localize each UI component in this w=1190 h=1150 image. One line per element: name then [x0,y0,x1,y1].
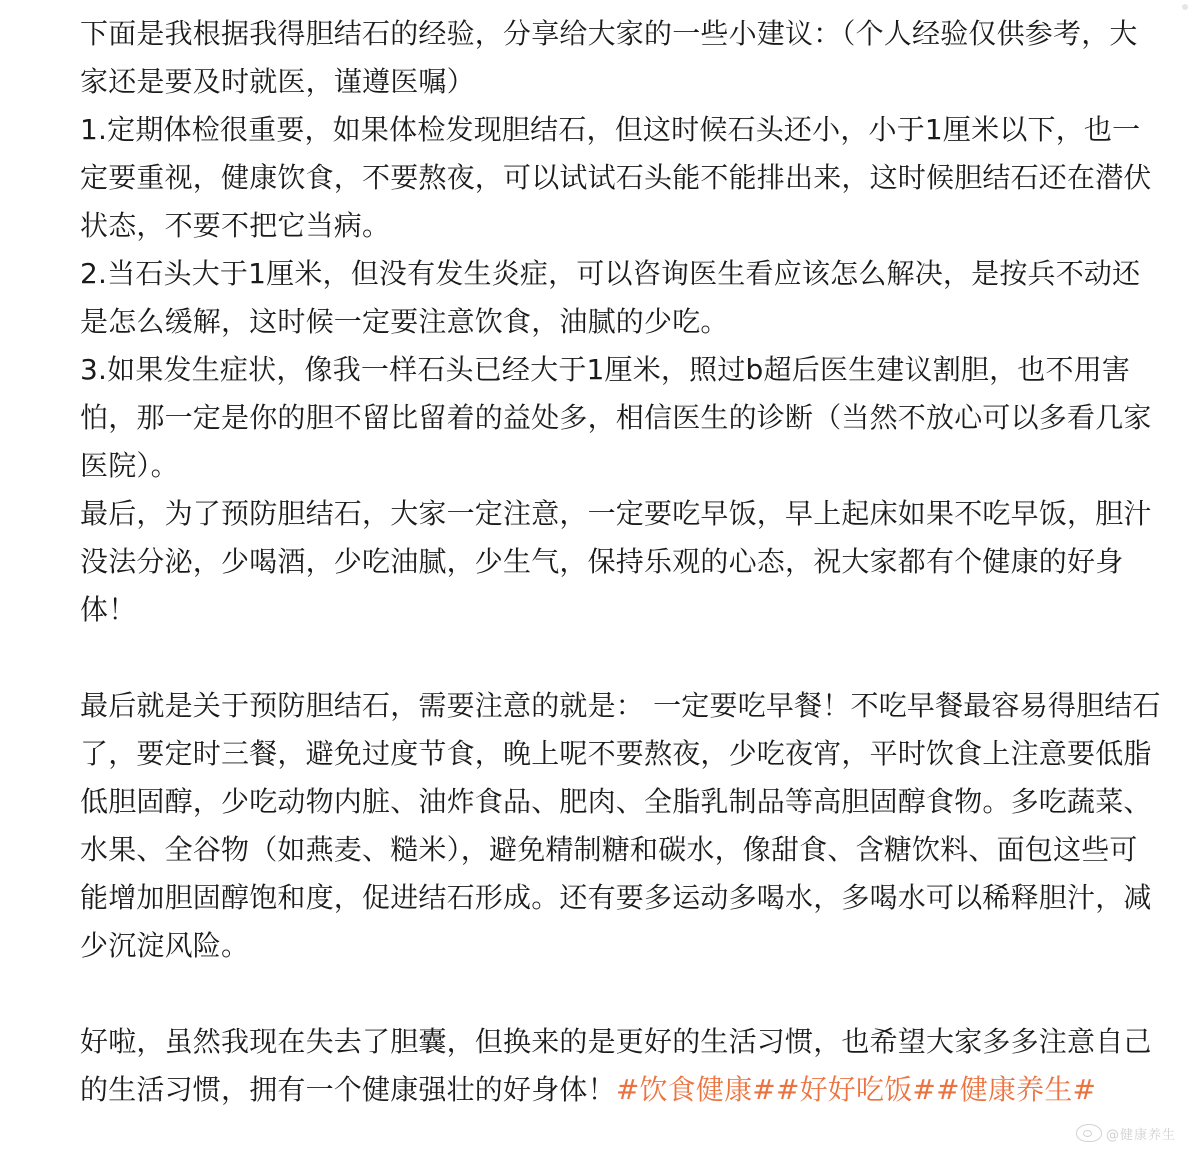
post-closing-text: 好啦，虽然我现在失去了胆囊，但换来的是更好的生活习惯，也希望大家多多注意自己的生活习惯，拥有一个健康强壮的好身体！ [80,1025,1152,1106]
hashtag-link[interactable]: #健康养生# [936,1073,1097,1106]
paragraph-spacer [80,634,1162,682]
post-body [80,10,1162,1114]
hashtag-link[interactable]: #饮食健康# [615,1073,776,1106]
post-prevention: 最后就是关于预防胆结石，需要注意的就是： 一定要吃早餐！不吃早餐最容易得胆结石了，要定时三餐，避免过度节食，晚上呢不要熬夜，少吃夜宵，平时饮食上注意要低脂低胆固醇，少吃动物内脏、油炸食品、肥肉、全脂乳制品等高胆固醇食物。多吃蔬菜、水果、全谷物（如燕麦、糙米），避免精制糖和碳水，像甜食、含糖饮料、面包这些可能增加胆固醇饱和度，促进结石形成。还有要多运动多喝水，多喝水可以稀释胆汁，减少沉淀风险。 [80,689,1161,962]
post-closing [80,1018,1162,1114]
post-point-3: 3.如果发生症状，像我一样石头已经大于1厘米，照过b超后医生建议割胆，也不用害怕，那一定是你的胆不留比留着的益处多，相信医生的诊断（当然不放心可以多看几家医院）。 [80,353,1152,482]
watermark-text: @健康养生 [1105,1127,1176,1143]
post-point-2: 2.当石头大于1厘米，但没有发生炎症，可以咨询医生看应该怎么解决，是按兵不动还是怎么缓解，这时候一定要注意饮食，油腻的少吃。 [80,257,1141,338]
post-point-1: 1.定期体检很重要，如果体检发现胆结石，但这时候石头还小，小于1厘米以下，也一定要重视，健康饮食，不要熬夜，可以试试石头能不能排出来，这时候胆结石还在潜伏状态，不要不把它当病。 [80,113,1152,242]
paragraph-spacer [80,970,1162,1018]
post-final-advice: 最后，为了预防胆结石，大家一定注意，一定要吃早饭，早上起床如果不吃早饭，胆汁没法分泌，少喝酒，少吃油腻，少生气，保持乐观的心态，祝大家都有个健康的好身体！ [80,497,1152,626]
hashtag-link[interactable]: #好好吃饭# [775,1073,937,1106]
post-intro: 下面是我根据我得胆结石的经验，分享给大家的一些小建议：（个人经验仅供参考，大家还是要及时就医，谨遵医嘱） [80,17,1138,98]
weibo-logo-icon [1076,1124,1102,1142]
corner-dot [1182,4,1188,10]
watermark [1076,1122,1176,1144]
